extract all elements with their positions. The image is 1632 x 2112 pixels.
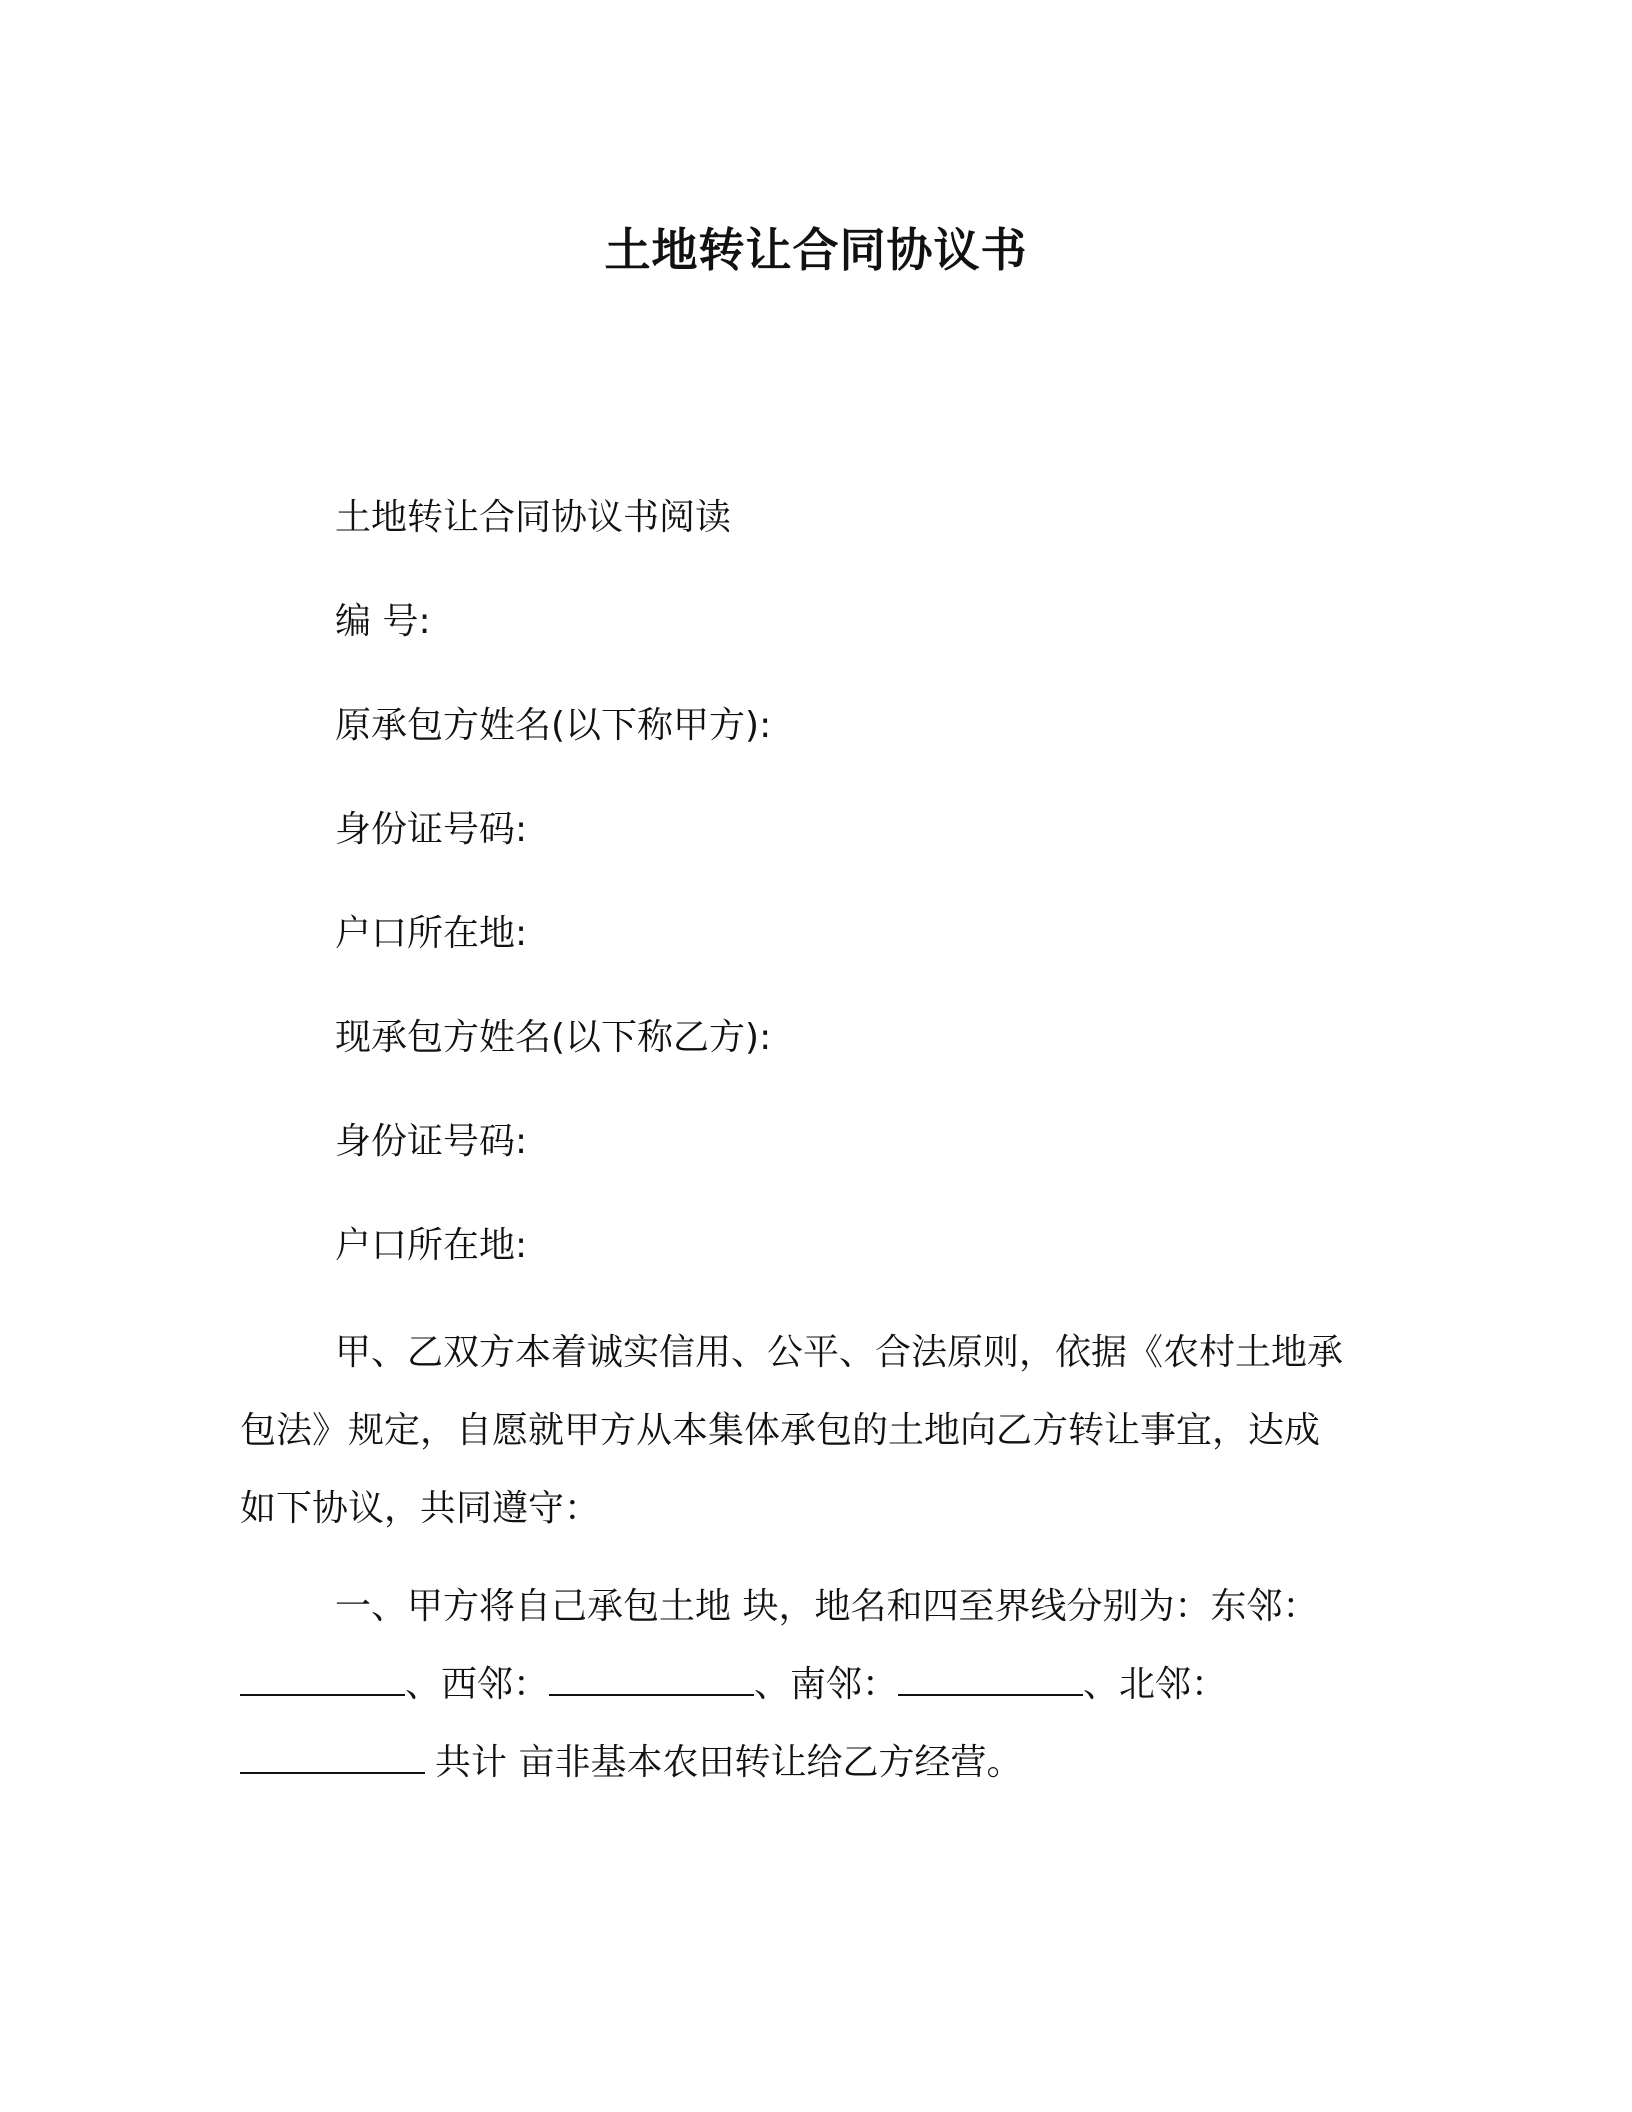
preamble-line: 如下协议，共同遵守：: [240, 1488, 601, 1529]
east-blank: [240, 1660, 405, 1696]
clause-one-paragraph: [240, 1568, 1318, 1802]
preamble-line: 甲、乙双方本着诚实信用、公平、合法原则，依据《农村土地承: [335, 1332, 1344, 1373]
field-party-a-residence: 户口所在地:: [335, 913, 528, 954]
north-label: 、北邻：: [1083, 1664, 1228, 1705]
field-party-b-residence: 户口所在地:: [335, 1225, 528, 1266]
document-subtitle: 土地转让合同协议书阅读: [335, 497, 732, 538]
clause-one-tail: 共计 亩非基本农田转让给乙方经营。: [435, 1742, 1023, 1783]
field-serial-number: 编 号:: [335, 601, 431, 642]
south-blank: [898, 1660, 1083, 1696]
clause-one-line: 一、甲方将自己承包土地 块，地名和四至界线分别为：东邻：: [335, 1586, 1319, 1627]
field-party-b-id: 身份证号码:: [335, 1121, 528, 1162]
clause-one-boundaries-line: [240, 1646, 1318, 1724]
preamble-paragraph: [240, 1314, 1343, 1548]
field-party-a-name: 原承包方姓名(以下称甲方):: [335, 705, 772, 746]
west-blank: [549, 1660, 754, 1696]
north-blank: [240, 1738, 425, 1774]
field-party-a-id: 身份证号码:: [335, 809, 528, 850]
preamble-line: 包法》规定，自愿就甲方从本集体承包的土地向乙方转让事宜，达成: [240, 1410, 1321, 1451]
clause-one-tail-line: [240, 1724, 1318, 1802]
west-label: 、西邻：: [405, 1664, 550, 1705]
document-title: 土地转让合同协议书: [604, 223, 1028, 277]
south-label: 、南邻：: [754, 1664, 899, 1705]
field-party-b-name: 现承包方姓名(以下称乙方):: [335, 1017, 772, 1058]
